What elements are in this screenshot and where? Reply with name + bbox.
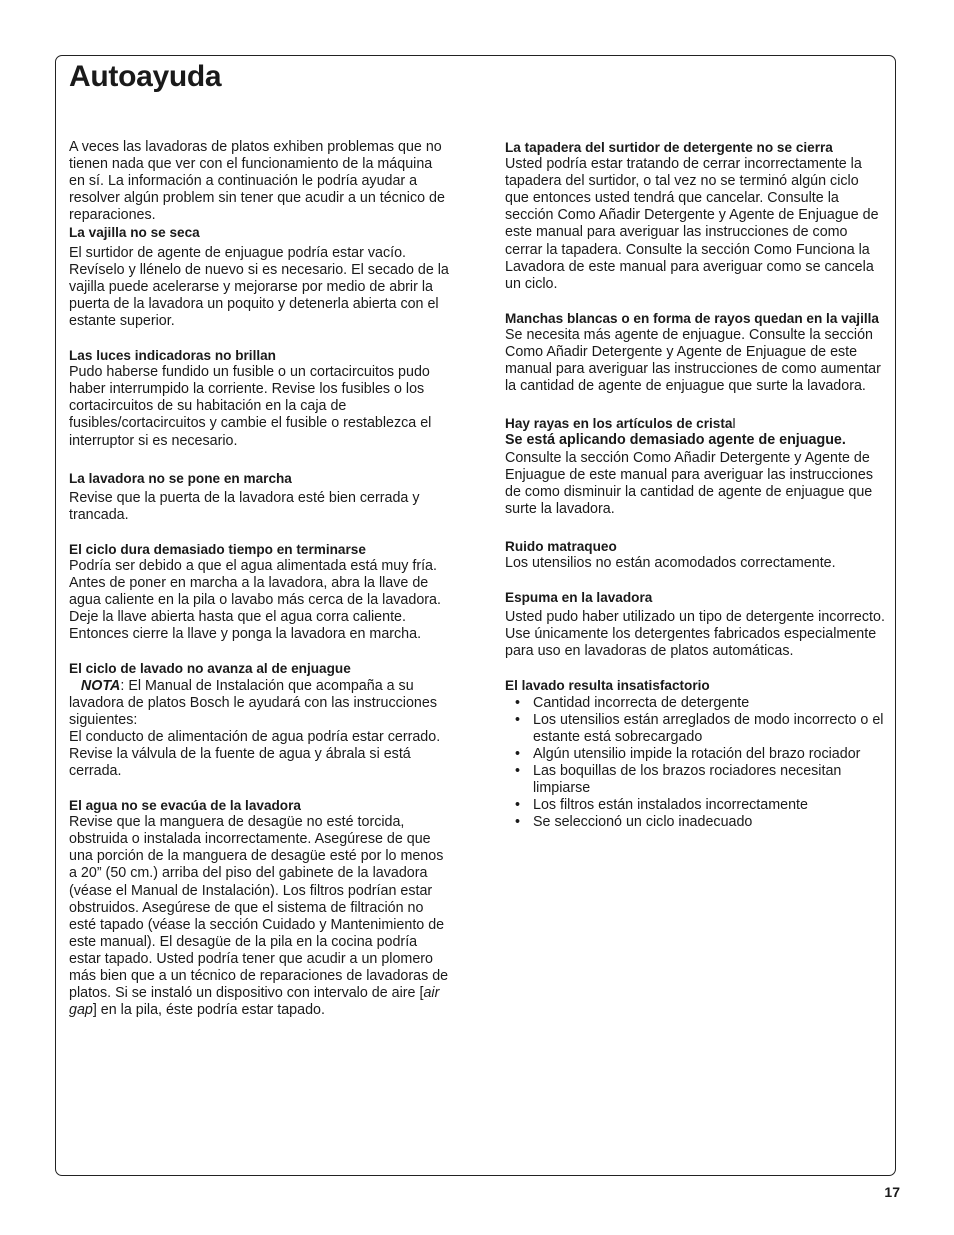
section-heading: El agua no se evacúa de la lavadora [69, 798, 301, 814]
section-heading: Ruido matraqueo [505, 538, 617, 554]
section-body: Revise que la puerta de la lavadora esté bien cerrada y trancada. [69, 489, 420, 523]
list-item: • Los utensilios están arreglados de modo incorrecto o el estante está sobrecargado [505, 712, 885, 746]
section-body: Se necesita más agente de enjuague. Consulte la sección Como Añadir Detergente y Agente de Enjuague de este manual para averiguar las instrucciones de como aumentar la cantidad de agente de enjuague que surte la lavadora. [505, 326, 881, 395]
section-wash-not-advancing [69, 660, 451, 780]
page-title: Autoayuda [69, 60, 222, 93]
section-water-not-draining [69, 797, 451, 1019]
section-heading: El ciclo dura demasiado tiempo en terminarse [69, 541, 366, 557]
section-foam [505, 589, 885, 660]
intro-paragraph: A veces las lavadoras de platos exhiben problemas que no tienen nada que ver con el funcionamiento de la máquina en sí. La información a continuación le podría ayudar a resolver algún problem sin tener que acudir a un técnico de reparaciones. [69, 139, 445, 224]
body-text-end: ] en la pila, éste podría estar tapado. [92, 1002, 325, 1019]
section-unsatisfactory-wash [505, 677, 885, 831]
section-body: Podría ser debido a que el agua alimentada está muy fría. Antes de poner en marcha a la lavadora, abra la llave de agua caliente en la pila o lavabo más cerca de la lavadora. Deje la llave abierta hasta que el agua corra caliente. Entonces cierre la llave y ponga la lavadora en marcha. [69, 557, 441, 643]
section-heading: La tapadera del surtidor de detergente no se cierra [505, 140, 833, 155]
body-text: Consulte la sección Como Añadir Detergente y Agente de Enjuague de este manual para averiguar las instrucciones de como disminuir la cantidad de agente de enjuague que surte la lavadora. [505, 449, 873, 517]
section-heading: La lavadora no se pone en marcha [69, 470, 292, 486]
section-heading: La vajilla no se seca [69, 225, 200, 241]
section-heading: Manchas blancas o en forma de rayos quedan en la vajilla [505, 310, 879, 326]
page-number: 17 [884, 1184, 900, 1200]
section-dishes-not-dry [69, 224, 451, 330]
section-body: El conducto de alimentación de agua podría estar cerrado. Revise la válvula de la fuente de agua y ábrala si está cerrada. [69, 728, 441, 779]
note-text: : El Manual de Instalación que acompaña a su lavadora de platos Bosch le ayudará con las instrucciones siguientes: [69, 677, 437, 728]
note-paragraph [69, 678, 451, 729]
list-item: • Las boquillas de los brazos rociadores necesitan limpiarse [505, 763, 885, 797]
section-body [505, 432, 885, 517]
heading-text: Hay rayas en los artículos de crista [505, 416, 733, 432]
section-heading [505, 415, 885, 432]
section-glass-streaks [505, 415, 885, 518]
air-gap-term: air gap [69, 985, 440, 1019]
note-label: NOTA [80, 677, 121, 694]
section-body [69, 814, 451, 1019]
body-text: Revise que la manguera de desagüe no esté torcida, obstruida o instalada incorrectamente. Asegúrese de que una porción de la manguera de desagüe esté por lo menos a 20” (50 cm.) arriba del piso del gabinete de la lavadora (véase el Manual de Instalación). Los filtros podrían estar obstruidos. Asegúrese de que el sistema de filtración no esté tapado (véase la sección Cuidado y Mantenimiento de este manual). El desagüe de la pila en la cocina podría estar tapado. Usted podría tener que acudir a un plomero más bien que a un técnico de reparaciones de lavadoras de platos. Si se instaló un dispositivo con intervalo de aire [ [69, 814, 449, 1002]
section-heading: Las luces indicadoras no brillan [69, 348, 276, 364]
cause-list [505, 695, 885, 832]
section-detergent-lid [505, 139, 885, 293]
list-item: • Se seleccionó un ciclo inadecuado [505, 814, 885, 831]
section-body: Usted podría estar tratando de cerrar incorrectamente la tapadera del surtidor, o tal vez no se terminó algún ciclo que entonces usted tendrá que cancelar. Consulte la sección Como Añadir Detergente y Agente de Enjuague de este manual para averiguar las instrucciones de como cerrar la tapadera. Consulte la sección Como Funciona la Lavadora de este manual para averiguar como se cancela un ciclo. [505, 156, 879, 292]
section-body: Pudo haberse fundido un fusible o un cortacircuitos pudo haber interrumpido la corriente. Revise los fusibles o los cortacircuitos de su habitación en la caja de fusibles/cortacircuitos y cambie el fusible o restablezca el interruptor si es necesario. [69, 364, 432, 449]
section-rattling-noise [505, 538, 885, 572]
right-column [505, 139, 885, 848]
list-item: • Cantidad incorrecta de detergente [505, 695, 885, 712]
section-body: El surtidor de agente de enjuague podría estar vacío. Revíselo y llénelo de nuevo si es necesario. El secado de la vajilla puede acelerarse y mejorarse por medio de abrir la puerta de la lavadora un poquito y detenerla abierta con el estante superior. [69, 244, 449, 329]
section-heading: Espuma en la lavadora [505, 590, 653, 606]
list-item: • Algún utensilio impide la rotación del brazo rociador [505, 746, 885, 763]
section-lights-not-on [69, 347, 451, 450]
section-white-spots [505, 310, 885, 395]
left-column [69, 139, 451, 1036]
section-body: Los utensilios no están acomodados correctamente. [505, 554, 836, 571]
section-cycle-too-long [69, 541, 451, 644]
section-heading: El ciclo de lavado no avanza al de enjuague [69, 661, 351, 677]
list-item: • Los filtros están instalados incorrectamente [505, 797, 885, 814]
section-heading: El lavado resulta insatisfactorio [505, 678, 710, 694]
bold-lead: Se está aplicando demasiado agente de enjuague. [505, 432, 846, 449]
section-wont-start [69, 470, 451, 524]
section-body: Usted pudo haber utilizado un tipo de detergente incorrecto. Use únicamente los detergentes fabricados especialmente para uso en lavadoras de platos automáticas. [505, 609, 885, 660]
heading-text-end: l [732, 416, 736, 432]
